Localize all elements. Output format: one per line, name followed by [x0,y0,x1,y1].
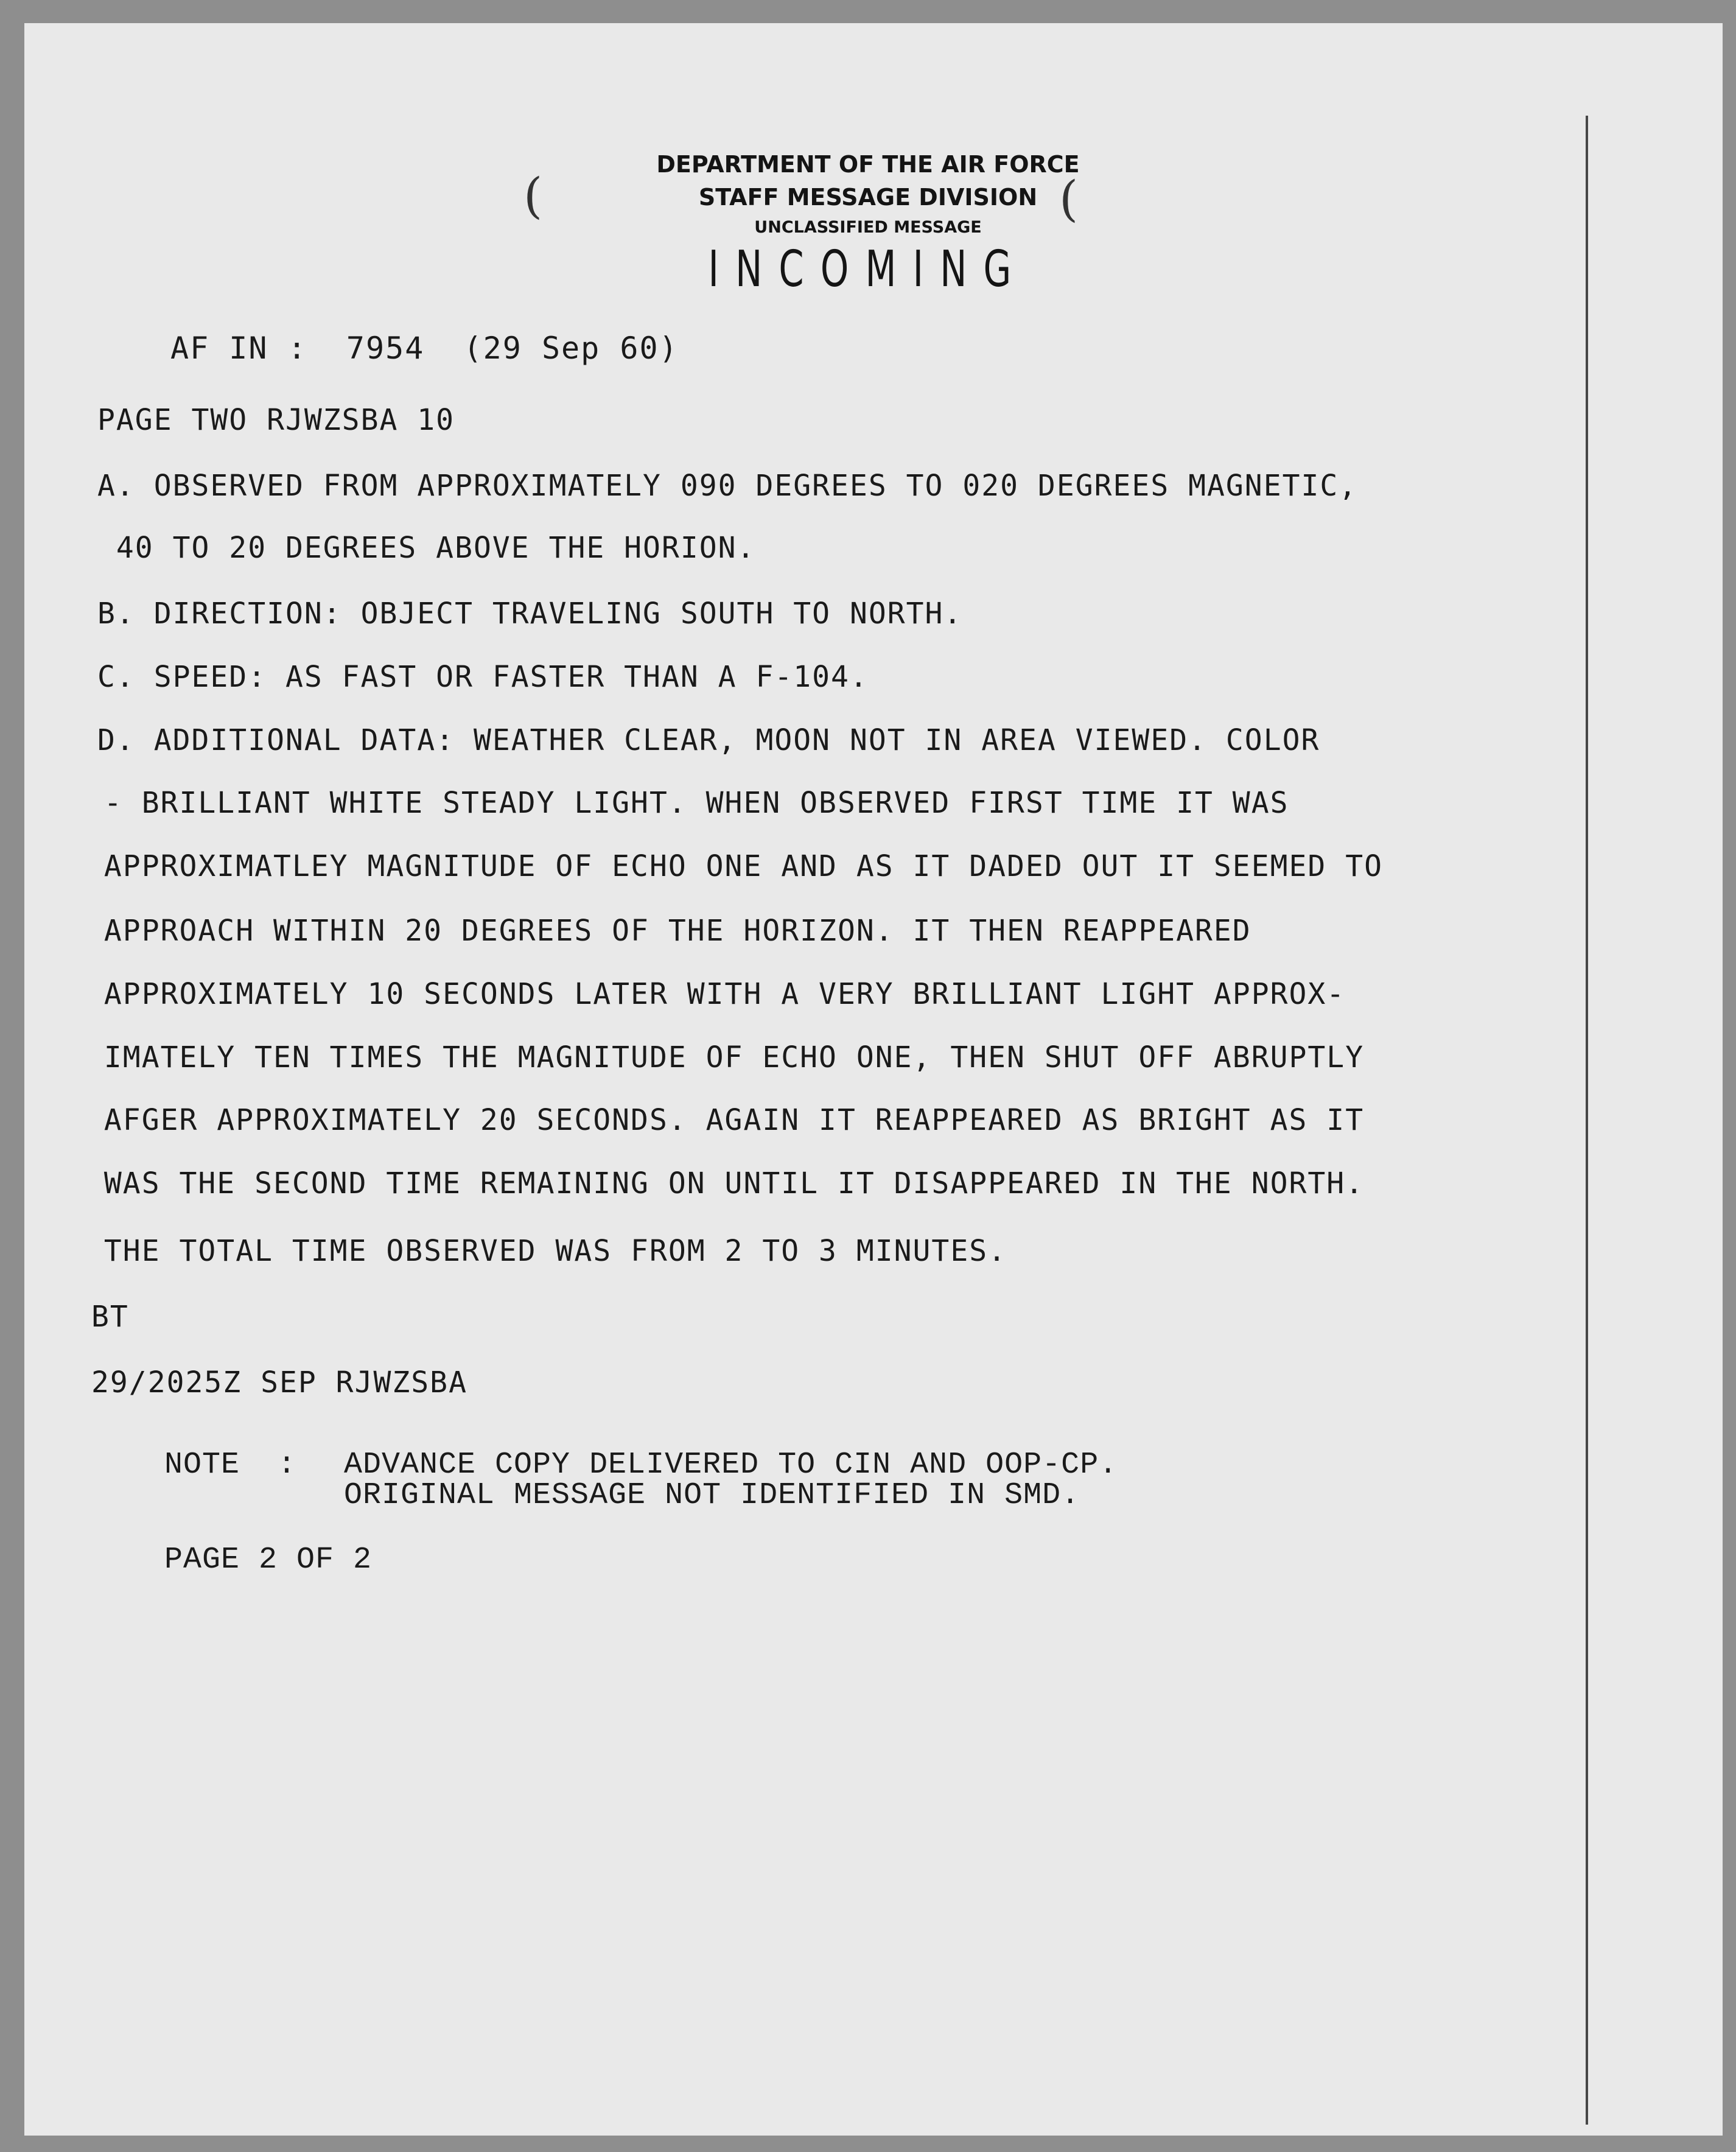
body-line: IMATELY TEN TIMES THE MAGNITUDE OF ECHO ONE, THEN SHUT OFF ABRUPTLY [85,1040,1365,1074]
body-line: B. DIRECTION: OBJECT TRAVELING SOUTH TO NORTH. [97,597,963,631]
incoming-label: INCOMING [708,240,1028,298]
body-line: 40 TO 20 DEGREES ABOVE THE HORION. [97,531,756,565]
note-line: ORIGINAL MESSAGE NOT IDENTIFIED IN SMD. [344,1478,1080,1513]
body-line: THE TOTAL TIME OBSERVED WAS FROM 2 TO 3 MINUTES. [85,1234,1007,1268]
af-in-line: AF IN : 7954 (29 Sep 60) [170,331,679,366]
hole-punch-mark: ( [1059,170,1079,227]
classification-label: UNCLASSIFIED MESSAGE [754,218,982,237]
body-line: APPROXIMATELY 10 SECONDS LATER WITH A VERY BRILLIANT LIGHT APPROX- [85,977,1346,1011]
body-line: - BRILLIANT WHITE STEADY LIGHT. WHEN OBSERVED FIRST TIME IT WAS [85,786,1289,820]
body-line: C. SPEED: AS FAST OR FASTER THAN A F-104. [97,660,869,694]
body-line: WAS THE SECOND TIME REMAINING ON UNTIL IT DISAPPEARED IN THE NORTH. [85,1166,1365,1200]
dtg-line: 29/2025Z SEP RJWZSBA [91,1365,467,1400]
division-title: STAFF MESSAGE DIVISION [698,184,1038,211]
note-label: NOTE : [164,1448,297,1482]
page-header-line: PAGE TWO RJWZSBA 10 [97,403,455,437]
page-count: PAGE 2 OF 2 [164,1543,373,1577]
note-line: ADVANCE COPY DELIVERED TO CIN AND OOP-CP. [344,1448,1118,1482]
bt-line: BT [91,1300,129,1334]
body-line: D. ADDITIONAL DATA: WEATHER CLEAR, MOON NOT IN AREA VIEWED. COLOR [97,723,1320,757]
body-line: A. OBSERVED FROM APPROXIMATELY 090 DEGREES TO 020 DEGREES MAGNETIC, [97,469,1358,503]
body-line: APPROACH WITHIN 20 DEGREES OF THE HORIZON. IT THEN REAPPEARED [85,914,1251,948]
hole-punch-mark: ( [523,167,543,224]
margin-rule [1586,116,1588,2125]
department-title: DEPARTMENT OF THE AIR FORCE [656,151,1080,178]
body-line: APPROXIMATLEY MAGNITUDE OF ECHO ONE AND AS IT DADED OUT IT SEEMED TO [85,849,1383,883]
body-line: AFGER APPROXIMATELY 20 SECONDS. AGAIN IT REAPPEARED AS BRIGHT AS IT [85,1103,1365,1137]
